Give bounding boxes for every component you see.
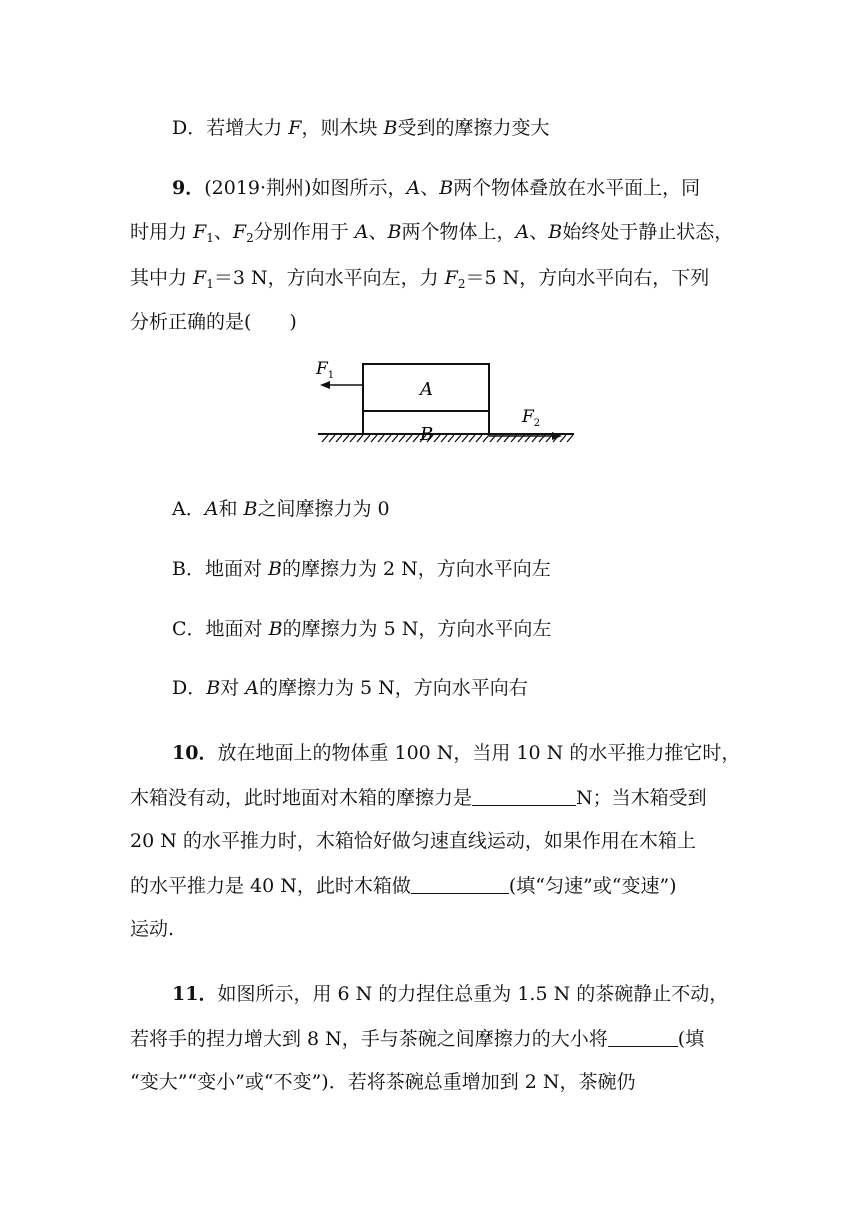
q10-blank-2[interactable] [411, 873, 509, 894]
hatch-mark [448, 435, 454, 442]
hatch-mark [567, 435, 573, 442]
q9-option-a: A．A和 B之间摩擦力为 0 [172, 498, 390, 520]
hatch-mark [399, 435, 405, 442]
hatch-mark [483, 435, 489, 442]
q10-line-3: 20 N 的水平推力时，木箱恰好做匀速直线运动，如果作用在木箱上 [130, 830, 696, 852]
f2-label: $F_2$ [522, 407, 541, 429]
q9-line-1: 9．(2019·荆州)如图所示，A、B两个物体叠放在水平面上，同 [172, 177, 701, 199]
q10-line-2: 木箱没有动，此时地面对木箱的摩擦力是 N；当木箱受到 [130, 787, 707, 809]
hatch-mark [406, 435, 412, 442]
q9-option-b: B．地面对 B的摩擦力为 2 N，方向水平向左 [172, 558, 551, 580]
hatch-mark [385, 435, 391, 442]
q10-line-1: 10．放在地面上的物体重 100 N，当用 10 N 的水平推力推它时， [172, 742, 741, 764]
q11-line-2: 若将手的捏力增大到 8 N，手与茶碗之间摩擦力的大小将 (填 [130, 1028, 705, 1050]
block-a-label: A [420, 379, 433, 400]
hatch-mark [357, 435, 363, 442]
hatch-mark [434, 435, 440, 442]
q9-option-d: D．B对 A的摩擦力为 5 N，方向水平向右 [172, 677, 528, 699]
hatch-mark [455, 435, 461, 442]
hatch-mark [441, 435, 447, 442]
hatch-mark [364, 435, 370, 442]
f1-label: $F_1$ [316, 359, 335, 381]
q11-blank-1[interactable] [608, 1026, 678, 1047]
q11-line-3: “变大”“变小”或“不变”)．若将茶碗总重增加到 2 N，茶碗仍 [130, 1071, 636, 1093]
q8-option-d: D．若增大力 F，则木块 B受到的摩擦力变大 [172, 117, 550, 139]
hatch-mark [322, 435, 328, 442]
q9-line-2: 时用力 $F_1$、$F_2$分别作用于 A、B两个物体上，A、B始终处于静止状态， [130, 221, 734, 245]
q9-figure [300, 350, 590, 470]
hatch-mark [476, 435, 482, 442]
hatch-mark [329, 435, 335, 442]
hatch-mark [336, 435, 342, 442]
hatch-mark [462, 435, 468, 442]
f1-arrowhead [320, 381, 330, 389]
q11-line-1: 11．如图所示，用 6 N 的力捏住总重为 1.5 N 的茶碗静止不动， [172, 983, 729, 1005]
q10-line-5: 运动. [130, 918, 175, 940]
q9-option-c: C．地面对 B的摩擦力为 5 N，方向水平向左 [172, 618, 552, 640]
hatch-mark [371, 435, 377, 442]
q9-line-4: 分析正确的是( ) [130, 311, 297, 333]
hatch-mark [413, 435, 419, 442]
q10-line-4: 的水平推力是 40 N，此时木箱做 (填“匀速”或“变速”) [130, 875, 677, 897]
hatch-mark [343, 435, 349, 442]
hatch-mark [378, 435, 384, 442]
block-b-label: B [420, 424, 434, 445]
q9-line-3: 其中力 $F_1=3$ N，方向水平向左，力 $F_2=5$ N，方向水平向右，下列 [130, 267, 710, 291]
hatch-mark [392, 435, 398, 442]
hatch-mark [469, 435, 475, 442]
q10-blank-1[interactable] [472, 785, 576, 806]
hatch-mark [350, 435, 356, 442]
